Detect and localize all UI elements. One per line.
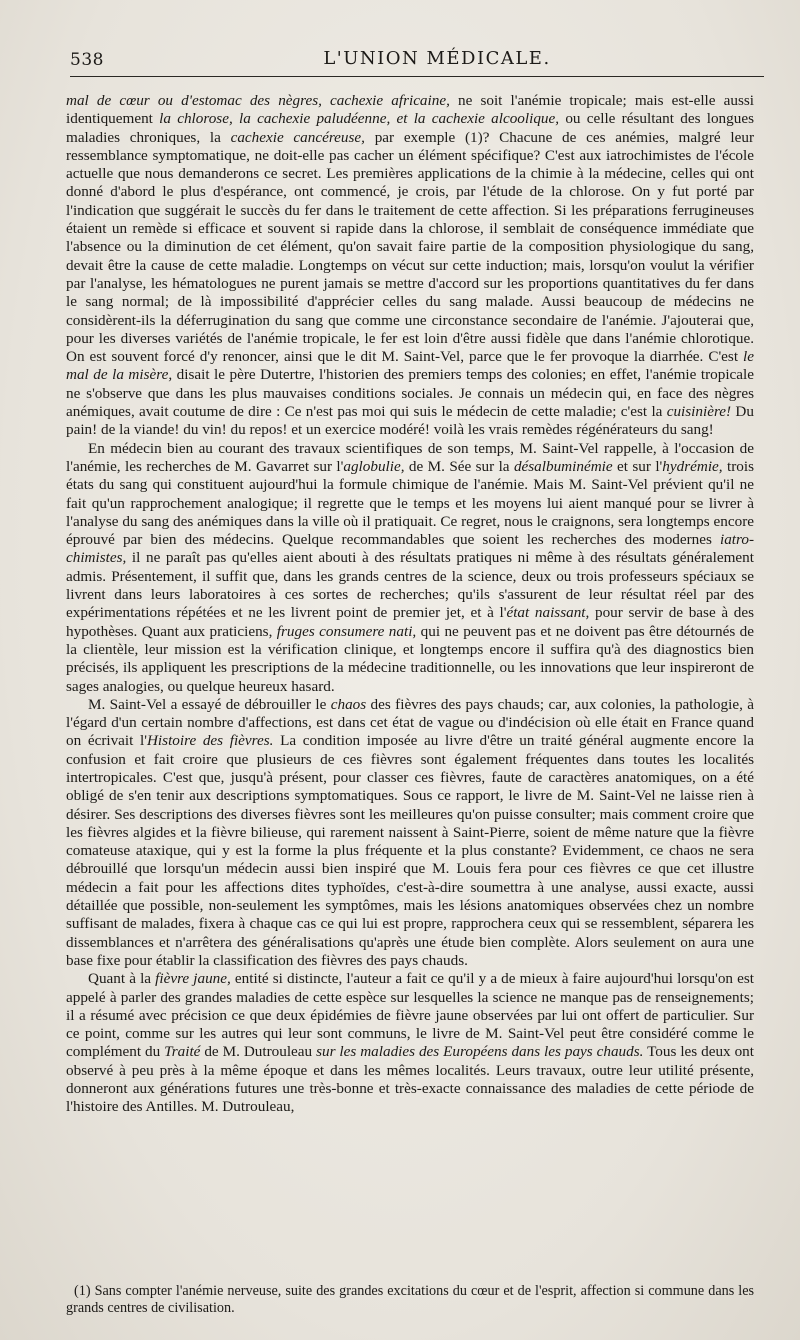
- text-run: de M. Dutrouleau: [200, 1043, 317, 1061]
- text-run: M. Saint-Vel a essayé de débrouiller le: [88, 695, 331, 713]
- body-text: [66, 92, 754, 1117]
- italic-text: le mal de la misère,: [66, 348, 754, 384]
- page-number: 538: [70, 50, 104, 70]
- footnote: [66, 1283, 754, 1317]
- text-run: Quant à la: [88, 970, 156, 988]
- italic-text: cachexie cancéreuse,: [230, 128, 365, 146]
- footnote-mark: (1): [74, 1283, 91, 1299]
- text-run: trois états du sang qui constituent aujourd'hui la formule chimique de l'anémie. Mais M. Saint-Vel prévient qu'il ne fait qu'un rapprochement analogique; il regrette que le temps et les moyens lui aient manqué pour se livrer à l'analyse du sang des anémiques dans la ville où il pratiquait. Ce regret, nous le craignons, sera longtemps encore éprouvé par bien des médecins. Quelque recommandables que soient les recherches des modernes: [66, 457, 754, 549]
- italic-text: fièvre jaune,: [155, 970, 231, 988]
- italic-text: Traité: [164, 1043, 201, 1061]
- text-run: La condition imposée au livre d'être un traité général augmente encore la confusion et fait croire que plusieurs de ces fièvres sont également fréquentes dans toutes les localités intertropicales. C'est que, jusqu'à présent, pour classer ces fièvres, faute de caractères anatomiques, on a été obligé de s'en tenir aux descriptions symptomatiques. Sous ce rapport, le livre de M. Saint-Vel ne laisse rien à désirer. Ses descriptions des diverses fièvres sont les meilleures qu'on puisse consulter; mais comment croire que les fièvres algides et la fièvre bilieuse, qui rarement naissent à Saint-Pierre, soient de même nature que la fièvre comateuse ataxique, qui y est la forme la plus fréquente et la plus constante? Evidemment, ce chaos ne sera débrouillé que lorsqu'un médecin aussi bien inspiré que M. Louis fera pour ces fièvres ce que cet illustre médecin a fait pour les affections dites typhoïdes, c'est-à-dire soumettra à une analyse, aussi exacte, aussi détaillée que possible, non-seulement les symptômes, mais les lésions anatomiques observées chez un nombre suffisant de malades, fixera à chaque cas ce qui lui est propre, rapprochera ceux qui se ressemblent, séparera les dissemblances et n'arrêtera des généralisations qu'après une étude bien complète. Alors seulement on aura une base fixe pour établir la classification des fièvres des pays chauds.: [66, 732, 754, 969]
- text-run: disait le père Dutertre, l'historien des premiers temps des colonies; en effet, l'anémie tropicale ne s'observe que dans les plus mauvaises conditions sociales. Je connais un médecin qui, en face des nègres anémiques, avait coutume de dire : Ce n'est pas moi qui suis le médecin de cette maladie; c'est la: [66, 366, 754, 421]
- text-run: de M. Sée sur la: [404, 457, 514, 475]
- page-header: [70, 44, 764, 78]
- italic-text: hydrémie,: [662, 457, 723, 475]
- text-run: En médecin bien au courant des travaux scientifiques de son temps, M. Saint-Vel rappelle, à l'occasion de l'anémie, les recherches de M. Gavarret sur l': [66, 439, 754, 475]
- text-run: par exemple (1)? Chacune de ces anémies, malgré leur ressemblance symptomatique, ne doit-elle pas cacher un élément spécifique? C'est aux iatrochimistes de l'école actuelle que nous demanderons ce secret. Les premières applications de la chimie à la médecine, celles qui ont donné d'abord le plus d'espérance, ont commencé, je crois, par l'étude de la chlorose. On y fut porté par l'indication que suggérait le succès du fer dans le traitement de cette affection. Si les préparations ferrugineuses étaient un remède si efficace et souvent si rapide dans la chlorose, il semblait de conséquence immédiate que l'absence ou la diminution de cet élément, qu'on savait faire partie de la composition physiologique du sang, devait être la cause de cette maladie. Longtemps on vécut sur cette induction; mais, lorsqu'on voulut la vérifier par l'analyse, les hématologues ne purent jamais se mettre d'accord sur les proportions quantitatives du fer dans le sang normal; de là impossibilité d'apprécier celles du sang malade. Aussi beaucoup de médecins ne considèrent-ils la déferrugination du sang que comme une circonstance secondaire de l'anémie. J'ajouterai que, pour les diverses variétés de l'anémie tropicale, le fer est loin d'être aussi fidèle que dans l'anémie chlorotique. On est souvent forcé d'y renoncer, ainsi que le dit M. Saint-Vel, parce que le fer provoque la diarrhée. C'est: [66, 128, 755, 366]
- text-run: Tous les deux ont observé à peu près à la même époque et dans les mêmes localités. Leurs travaux, outre leur utilité présente, donneront aux générations futures une très-bonne et très-exacte connaissance des maladies de cette période de l'histoire des Antilles. M. Dutrouleau,: [66, 1043, 754, 1116]
- italic-text: iatro-chimistes,: [66, 531, 754, 567]
- text-run: et sur l': [612, 457, 663, 475]
- paragraph: [66, 970, 754, 1116]
- italic-text: Histoire des fièvres.: [146, 732, 274, 750]
- italic-text: la chlorose, la cachexie paludéenne, et la cachexie alcoolique,: [159, 110, 560, 128]
- text-run: Du pain! de la viande! du vin! du repos! et un exercice modéré! voilà les vrais remèdes régénérateurs du sang!: [66, 403, 754, 439]
- text-run: ou celle résultant des longues maladies chroniques, la: [66, 110, 754, 146]
- paragraph: [66, 92, 754, 440]
- paragraph: [66, 696, 754, 970]
- italic-text: chaos: [330, 695, 367, 713]
- italic-text: fruges consumere nati,: [276, 622, 417, 640]
- header-rule: [70, 76, 764, 77]
- text-run: pour servir de base à des hypothèses. Quant aux praticiens,: [66, 604, 754, 640]
- italic-text: aglobulie,: [343, 457, 405, 475]
- italic-text: désalbuminémie: [513, 457, 613, 475]
- text-run: qui ne peuvent pas et ne doivent pas être détournés de la clientèle, leur mission est la vérification clinique, et longtemps encore il suffira qu'à des diagnostics bien précisés, ils appliquent les prescriptions de la médecine traditionnelle, ou les innovations que leur inspireront de sages analogies, ou quelque heureux hasard.: [66, 622, 754, 695]
- text-run: des fièvres des pays chauds; car, aux colonies, la pathologie, à l'égard d'un certain nombre d'affections, est dans cet état de vague ou d'indécision où elle était en France quand on écrivait l': [66, 695, 754, 750]
- paragraph: [66, 440, 754, 696]
- running-title: L'UNION MÉDICALE.: [323, 48, 551, 69]
- text-run: ne soit l'anémie tropicale; mais est-elle aussi identiquement: [66, 92, 755, 128]
- text-run: entité si distincte, l'auteur a fait ce qu'il y a de mieux à faire aujourd'hui lorsqu'on est appelé à parler des grandes maladies de cette espèce sur lesquelles la science ne manque pas de renseignements; il a résumé avec précision ce que deux épidémies de fièvre jaune observées par lui ont offert de particulier. Sur ce point, comme sur les autres qui leur sont communs, le livre de M. Saint-Vel peut être considéré comme le complément du: [66, 970, 754, 1061]
- italic-text: cuisinière!: [666, 403, 732, 421]
- italic-text: sur les maladies des Européens dans les pays chauds.: [316, 1043, 644, 1061]
- text-run: il ne paraît pas qu'elles aient abouti à des résultats pratiques ni même à des résultats généralement admis. Présentement, il suffit que, dans les grands centres de la science, deux ou trois professeurs spéciaux se livrent dans leurs laboratoires à ces sortes de recherches; qu'ils s'assurent de leur résultat réel par des expérimentations répétées et ne les livrent point de premier jet, et à l': [66, 549, 754, 622]
- italic-text: état naissant,: [506, 604, 590, 622]
- italic-text: mal de cœur ou d'estomac des nègres, cachexie africaine,: [66, 92, 450, 109]
- footnote-text: Sans compter l'anémie nerveuse, suite des grandes excitations du cœur et de l'esprit, affection si commune dans les grands centres de civilisation.: [66, 1283, 755, 1316]
